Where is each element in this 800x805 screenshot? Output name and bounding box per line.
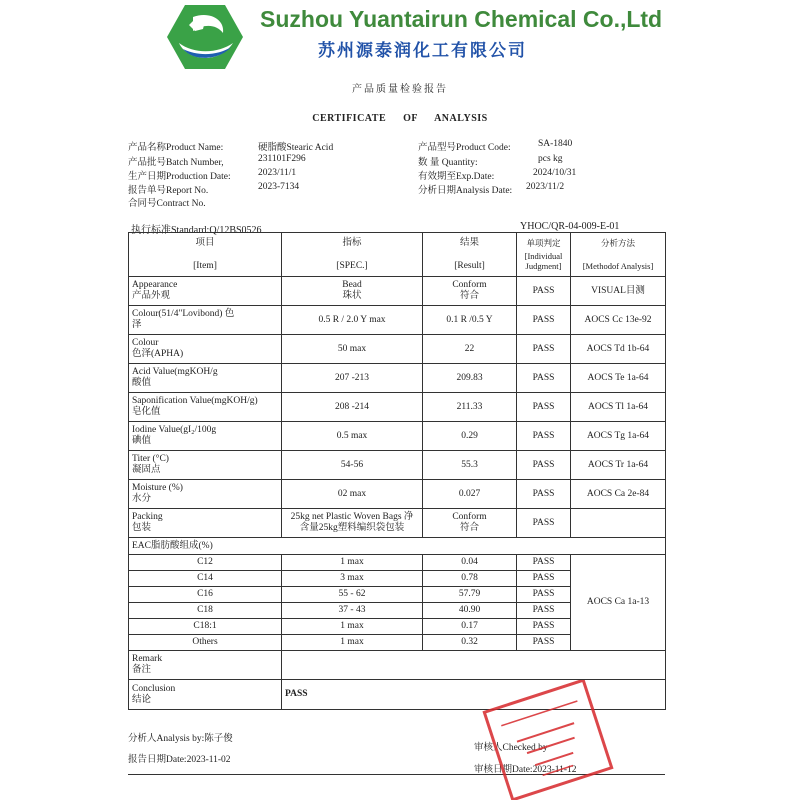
row-item: Appearance 产品外观 [129,277,282,306]
company-logo [165,3,245,71]
row-result: 0.1 R /0.5 Y [423,306,517,335]
row-result: 209.83 [423,364,517,393]
header-result: 结果 [Result] [423,233,517,277]
contract-no-label: 合同号Contract No. [128,199,206,209]
row-method: AOCS Tg 1a-64 [571,422,666,451]
quantity-value: pcs kg [538,154,563,164]
eac-result: 40.90 [423,603,517,619]
report-title-en: CERTIFICATE OF ANALYSIS [312,113,488,124]
eac-result: 0.78 [423,571,517,587]
row-item: Colour 色泽(APHA) [129,335,282,364]
row-method: AOCS Cc 13e-92 [571,306,666,335]
analysis-date-value: 2023/11/2 [526,182,565,192]
row-method: AOCS Tl 1a-64 [571,393,666,422]
row-spec: 0.5 R / 2.0 Y max [282,306,423,335]
table-header-row [129,233,666,277]
header-judgment: 单项判定 [Individual Judgment] [517,233,571,277]
report-title-cn: 产品质量检验报告 [352,84,448,95]
row-spec: 02 max [282,480,423,509]
row-result: Conform 符合 [423,277,517,306]
row-method: VISUAL目测 [571,277,666,306]
company-seal [478,680,618,800]
row-judgment: PASS [517,451,571,480]
eac-judgment: PASS [517,555,571,571]
eac-result: 0.04 [423,555,517,571]
row-result: 22 [423,335,517,364]
row-judgment: PASS [517,364,571,393]
row-judgment: PASS [517,306,571,335]
eac-judgment: PASS [517,587,571,603]
batch-value: 231101F296 [258,154,306,164]
form-code: YHOC/QR-04-009-E-01 [520,221,620,232]
row-judgment: PASS [517,422,571,451]
eac-judgment: PASS [517,635,571,651]
row-judgment: PASS [517,509,571,538]
eac-item: C18 [129,603,282,619]
eac-item: Others [129,635,282,651]
header-spec: 指标 [SPEC.] [282,233,423,277]
exp-date-label: 有效期至Exp.Date: [418,172,495,182]
eac-result: 57.79 [423,587,517,603]
header-method: 分析方法 [Methodof Analysis] [571,233,666,277]
row-spec: 0.5 max [282,422,423,451]
analysis-date-label: 分析日期Analysis Date: [418,186,513,196]
product-code-label: 产品型号Product Code: [418,143,511,153]
eac-spec: 37 - 43 [282,603,423,619]
eac-spec: 1 max [282,619,423,635]
remark-row [129,651,666,680]
row-judgment: PASS [517,393,571,422]
analyst: 分析人Analysis by:陈子俊 [128,734,233,744]
row-method: AOCS Ca 2e-84 [571,480,666,509]
row-item: Colour(51/4"Lovibond) 色 泽 [129,306,282,335]
eac-title: EAC脂肪酸组成(%) [129,538,666,555]
row-method [571,509,666,538]
row-spec: 208 -214 [282,393,423,422]
table-row [129,277,666,306]
row-method: AOCS Td 1b-64 [571,335,666,364]
table-row [129,393,666,422]
row-spec: 25kg net Plastic Woven Bags 净 含量25kg塑料编织袋包装 [282,509,423,538]
row-result: 0.29 [423,422,517,451]
eac-item: C16 [129,587,282,603]
eac-item: C18:1 [129,619,282,635]
product-code-value: SA-1840 [538,139,573,149]
eac-method: AOCS Ca 1a-13 [571,555,666,651]
check-date: 审核日期Date:2023-11-12 [474,765,577,775]
product-name-value: 硬脂酸Stearic Acid [258,143,334,153]
conclusion-value: PASS [282,680,666,710]
row-judgment: PASS [517,335,571,364]
eac-spec: 3 max [282,571,423,587]
eac-item: C14 [129,571,282,587]
row-item: Saponification Value(mgKOH/g) 皂化值 [129,393,282,422]
eac-spec: 55 - 62 [282,587,423,603]
table-row [129,364,666,393]
row-result: 211.33 [423,393,517,422]
eac-spec: 1 max [282,635,423,651]
eac-judgment: PASS [517,571,571,587]
report-no-value: 2023-7134 [258,182,300,192]
eac-row [129,555,666,571]
remark-value [282,651,666,680]
row-item: Moisture (%) 水分 [129,480,282,509]
company-name-cn: 苏州源泰润化工有限公司 [318,41,527,61]
row-spec: 54-56 [282,451,423,480]
report-date: 报告日期Date:2023-11-02 [128,755,231,765]
analysis-table [128,232,666,710]
eac-judgment: PASS [517,619,571,635]
product-name-label: 产品名称Product Name: [128,143,224,153]
row-item: Titer (°C) 凝固点 [129,451,282,480]
eac-spec: 1 max [282,555,423,571]
eac-title-row [129,538,666,555]
row-spec: 50 max [282,335,423,364]
table-row [129,480,666,509]
row-item: Iodine Value(gI₂/100g 碘值 [129,422,282,451]
eac-judgment: PASS [517,603,571,619]
row-method: AOCS Tr 1a-64 [571,451,666,480]
quantity-label: 数 量 Quantity: [418,158,478,168]
row-method: AOCS Te 1a-64 [571,364,666,393]
company-name-en: Suzhou Yuantairun Chemical Co.,Ltd [260,6,663,32]
row-item: Acid Value(mgKOH/g 酸值 [129,364,282,393]
eac-result: 0.17 [423,619,517,635]
batch-label: 产品批号Batch Number, [128,158,224,168]
table-row [129,306,666,335]
header-item: 项目 [Item] [129,233,282,277]
row-result: Conform 符合 [423,509,517,538]
row-result: 0.027 [423,480,517,509]
row-judgment: PASS [517,277,571,306]
checked-by: 审核人Checked by [474,743,548,753]
production-date-value: 2023/11/1 [258,168,297,178]
eac-item: C12 [129,555,282,571]
row-result: 55.3 [423,451,517,480]
table-row [129,509,666,538]
table-row [129,335,666,364]
conclusion-label: Conclusion 结论 [129,680,282,710]
table-row [129,451,666,480]
exp-date-value: 2024/10/31 [533,168,577,178]
report-no-label: 报告单号Report No. [128,186,209,196]
row-judgment: PASS [517,480,571,509]
row-spec: Bead 珠状 [282,277,423,306]
row-spec: 207 -213 [282,364,423,393]
remark-label: Remark 备注 [129,651,282,680]
row-item: Packing 包装 [129,509,282,538]
eac-result: 0.32 [423,635,517,651]
standard-label: 执行标准Standard:Q/12BS0526 [131,225,262,236]
production-date-label: 生产日期Production Date: [128,172,231,182]
table-row [129,422,666,451]
